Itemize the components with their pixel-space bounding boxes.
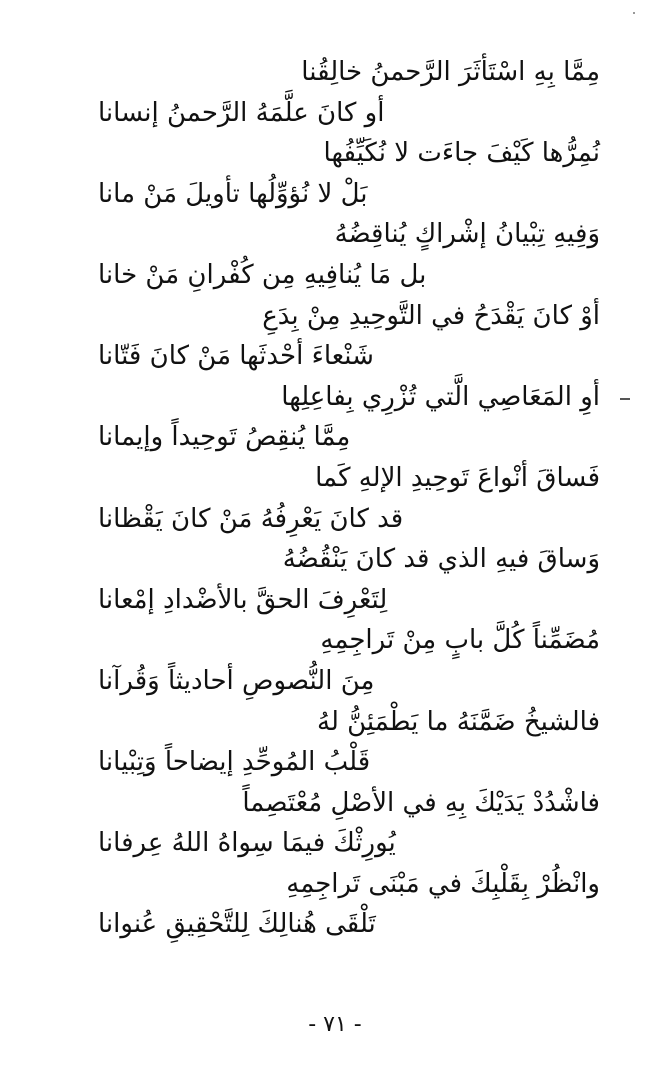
- verse-line: وَفِيهِ تِبْيانُ إشْراكٍ يُناقِضُهُ: [334, 219, 600, 250]
- verse-line: بَلْ لا نُؤوِّلُها تأويلَ مَنْ مانا: [98, 178, 368, 209]
- verse-line: وَساقَ فيهِ الذي قد كانَ يَنْقُضُهُ: [282, 544, 600, 575]
- scan-speck: [633, 12, 635, 14]
- verse-line: قد كانَ يَعْرِفُهُ مَنْ كانَ يَقْظانا: [98, 503, 404, 534]
- verse-line: تَلْقَى هُنالِكَ لِلتَّحْقِيقِ عُنوانا: [98, 909, 376, 940]
- verse-line: مُضَمِّناً كُلَّ بابٍ مِنْ تَراجِمِهِ: [320, 625, 600, 656]
- verse-line: لِتَعْرِفَ الحقَّ بالأضْدادِ إمْعانا: [98, 584, 388, 615]
- verse-line: نُمِرُّها كَيْفَ جاءَت لا نُكَيِّفُها: [323, 138, 600, 169]
- verse-line: بل مَا يُنافِيهِ مِن كُفْرانِ مَنْ خانا: [98, 259, 427, 290]
- verse-line: فالشيخُ ضَمَّنَهُ ما يَطْمَئِنُّ لهُ: [317, 706, 600, 737]
- verse-line: شَنْعاءَ أحْدثَها مَنْ كانَ فَتّانا: [98, 341, 374, 372]
- verse-line: فاشْدُدْ يَدَيْكَ بِهِ في الأصْلِ مُعْتَصِماً: [242, 787, 600, 818]
- page-number: - ٧١ -: [308, 1012, 362, 1037]
- poem-verses: [60, 52, 620, 945]
- verse-line: أو كانَ علَّمَهُ الرَّحمنُ إنسانا: [98, 97, 385, 128]
- verse-line: أوْ كانَ يَقْدَحُ في التَّوحِيدِ مِنْ بِدَعِ: [262, 300, 600, 331]
- verse-line: أوِ المَعَاصِي الَّتي تُزْرِي بِفاعِلِها: [281, 381, 600, 412]
- verse-line: مِنَ النُّصوصِ أحاديثاً وَقُرآنا: [98, 665, 375, 696]
- verse-line: يُورِثْكَ فيمَا سِواهُ اللهُ عِرفانا: [98, 828, 396, 859]
- margin-mark: [620, 398, 630, 400]
- verse-line: وانْظُرْ بِقَلْبِكَ في مَبْنَى تَراجِمِهِ: [286, 868, 600, 899]
- verse-line: مِمَّا يُنقِصُ تَوحِيداً وإيمانا: [98, 422, 351, 453]
- verse-line: مِمَّا بِهِ اسْتَأثَرَ الرَّحمنُ خالِقُنا: [301, 57, 600, 87]
- verse-line: قَلْبُ المُوحِّدِ إيضاحاً وَتِبْيانا: [98, 747, 371, 778]
- verse-line: فَساقَ أنْواعَ تَوحِيدِ الإلهِ كَما: [315, 462, 600, 493]
